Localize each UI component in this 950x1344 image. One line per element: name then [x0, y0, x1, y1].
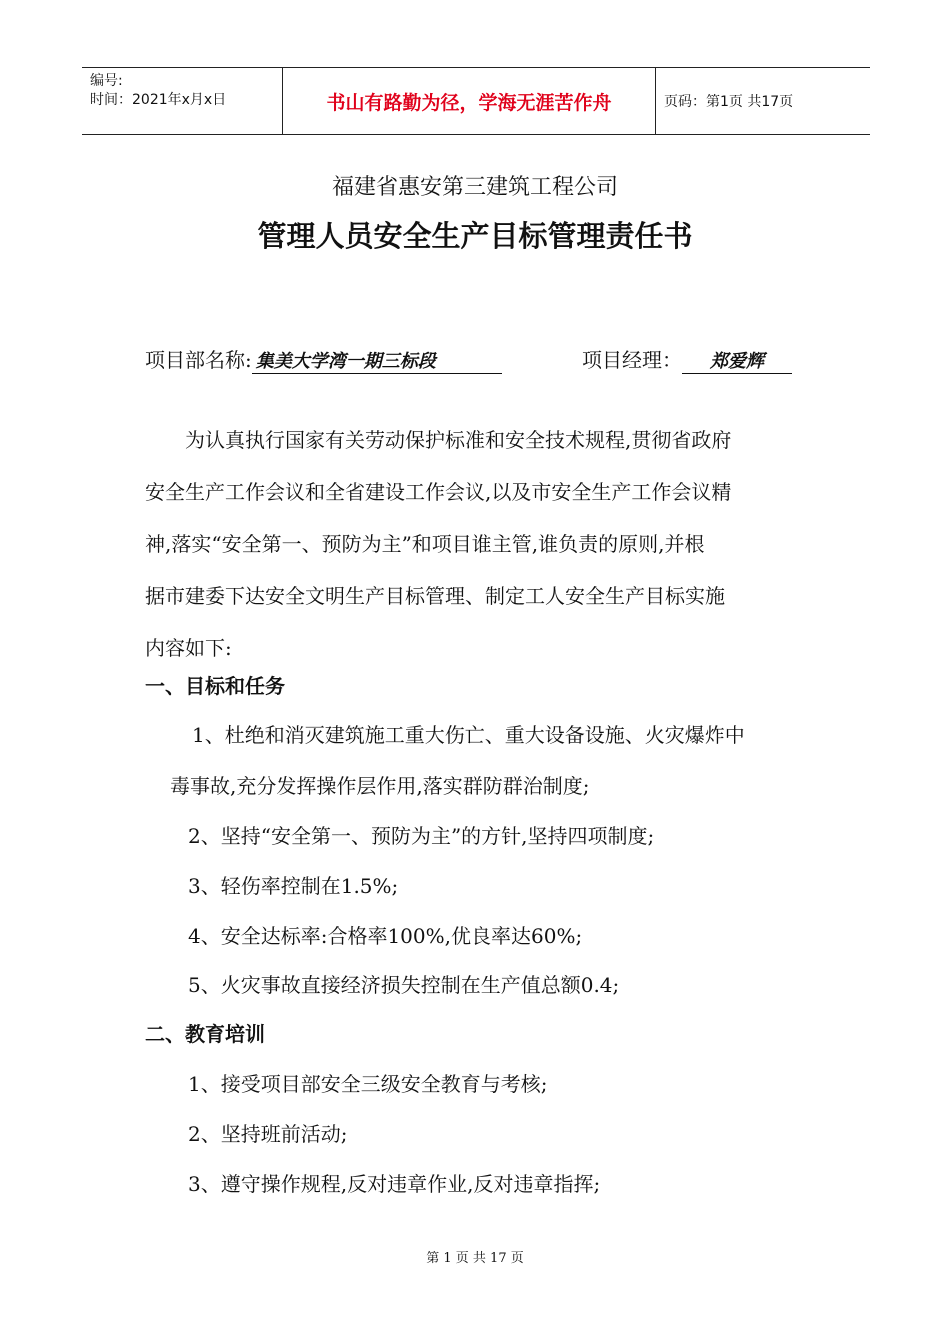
intro-paragraph — [145, 414, 810, 674]
section-heading-goals: 一、目标和任务 — [145, 674, 285, 698]
list-item: 3、轻伤率控制在1.5%; — [188, 874, 399, 898]
intro-line: 神,落实“安全第一、预防为主”和项目谁主管,谁负责的原则,并根 — [145, 532, 705, 556]
list-item: 2、坚持班前活动; — [188, 1122, 348, 1146]
document-title: 管理人员安全生产目标管理责任书 — [257, 219, 693, 253]
motto: 书山有路勤为径，学海无涯苦作舟 — [282, 68, 656, 134]
list-item: 5、火灾事故直接经济损失控制在生产值总额0.4; — [188, 973, 620, 997]
list-item: 1、接受项目部安全三级安全教育与考核; — [188, 1072, 548, 1096]
section-heading-training: 二、教育培训 — [145, 1022, 265, 1046]
header-table — [82, 67, 870, 135]
list-item: 毒事故,充分发挥操作层作用,落实群防群治制度; — [170, 774, 590, 798]
intro-line: 据市建委下达安全文明生产目标管理、制定工人安全生产目标实施 — [145, 584, 725, 608]
code-label: 编号: — [90, 73, 123, 89]
time-label: 时间：2021年x月x日 — [90, 92, 227, 108]
project-dept — [145, 344, 502, 374]
intro-line: 为认真执行国家有关劳动保护标准和安全技术规程,贯彻省政府 — [185, 428, 732, 452]
list-item: 4、安全达标率:合格率100%,优良率达60%; — [188, 924, 583, 948]
page-info: 页码：第1页 共17页 — [664, 94, 794, 110]
list-item: 1、杜绝和消灭建筑施工重大伤亡、重大设备设施、火灾爆炸中 — [192, 723, 745, 747]
intro-line: 安全生产工作会议和全省建设工作会议,以及市安全生产工作会议精 — [145, 480, 732, 504]
company-name: 福建省惠安第三建筑工程公司 — [331, 175, 618, 200]
project-dept-value: 集美大学湾一期三标段 — [252, 347, 502, 374]
project-manager — [582, 344, 792, 374]
list-item: 2、坚持“安全第一、预防为主”的方针,坚持四项制度; — [188, 824, 655, 848]
project-dept-label: 项目部名称: — [145, 348, 252, 372]
page-footer: 第 1 页 共 17 页 — [426, 1251, 524, 1266]
list-item: 3、遵守操作规程,反对违章作业,反对违章指挥; — [188, 1172, 601, 1196]
intro-line: 内容如下: — [145, 636, 232, 660]
header-left-cell — [82, 68, 282, 134]
manager-label: 项目经理： — [582, 348, 682, 372]
manager-value: 郑爱辉 — [682, 347, 792, 374]
